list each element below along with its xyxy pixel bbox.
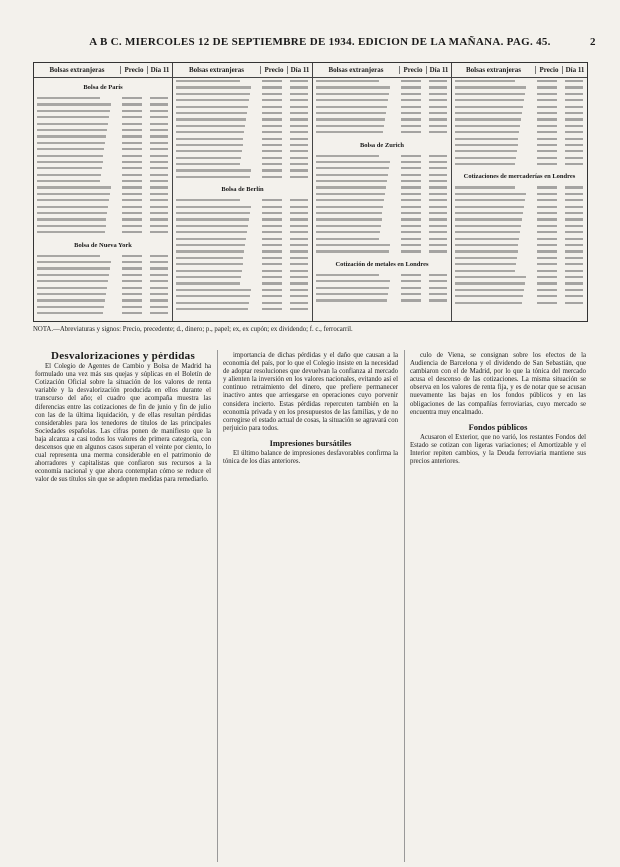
quote-row (313, 248, 451, 254)
article-center (223, 352, 398, 857)
column-header (313, 63, 451, 78)
article-subtitle: Fondos públicos (468, 421, 528, 432)
header-day: Día 11 (287, 66, 312, 74)
header-day: Día 11 (562, 66, 587, 74)
quote-rows (313, 272, 451, 304)
market-column-1 (34, 63, 173, 321)
section-title: Bolsa de Berlín (221, 186, 264, 194)
page-number: 2 (590, 36, 596, 48)
column-header (173, 63, 312, 78)
quote-rows (173, 78, 312, 180)
quote-row (452, 161, 587, 167)
quote-row (173, 174, 312, 180)
quote-row (34, 310, 172, 316)
header-price: Precio (120, 66, 147, 74)
column-header (34, 63, 172, 78)
column-divider (404, 350, 405, 862)
quote-rows (452, 78, 587, 167)
quote-rows (313, 153, 451, 255)
section-title: Bolsa de Zurich (359, 141, 405, 149)
header-day: Día 11 (426, 66, 451, 74)
header-price: Precio (535, 66, 562, 74)
article-body: culo de Viena, se consignan sobre los efectos de la Audiencia de Barcelona y el dividendo de San Sebastián, que cambiaron con el de Madrid, por lo que la tónica del mercado acusa el descenso de las cotizaciones. La misma situación se observa en los valores de renta fija, y es de notar que se acusan nuevamente las bajas en los fondos públicos y en las obligaciones de las compañías ferroviarias, cuyo mercado se encuentra muy encalmado. (410, 352, 586, 416)
header-name: Bolsas extranjeras (188, 66, 245, 74)
header-name: Bolsas extranjeras (49, 66, 105, 74)
market-column-3 (313, 63, 452, 321)
article-left (35, 352, 211, 857)
header-price: Precio (260, 66, 287, 74)
header-name: Bolsas extranjeras (328, 66, 384, 74)
article-body: El Colegio de Agentes de Cambio y Bolsa de Madrid ha formulado una vez más sus quejas y súplicas en el Boletín de Cotización Oficial sobre la situación de los valores de renta variable y la desvalorización producida en ellos durante el transcurso del año; el cuadro que acompaña muestra las diferencias entre las cotizaciones de fin de junio y fin de julio con las de la última liquidación, y de ellas resultan pérdidas considerables para los tenedores de títulos de las principales Sociedades españolas. Las cifras ponen de manifiesto que la baja alcanza a casi todos los valores de primera categoría, con descensos que en algunos casos superan el veinte por ciento, lo cual representa una merma considerable en el patrimonio de ahorradores y capitalistas que confiaron sus recursos a la economía nacional y que ahora contemplan cómo se reduce el valor de sus títulos sin que se adopten medidas para remediarlo. (35, 363, 211, 484)
article-right (410, 352, 586, 857)
running-head: A B C. MIERCOLES 12 DE SEPTIEMBRE DE 1934. EDICION DE LA MAÑANA. PAG. 45. (89, 36, 551, 48)
market-column-4 (452, 63, 587, 321)
quote-rows (313, 78, 451, 136)
quote-row (173, 306, 312, 312)
article-body-2: El último balance de impresiones desfavorables confirma la tónica de los días anteriores. (223, 450, 398, 466)
quote-row (313, 129, 451, 135)
market-column-2 (173, 63, 313, 321)
quote-rows (452, 184, 587, 305)
section-title: Cotizaciones de mercaderías en Londres (463, 173, 576, 181)
quote-rows (173, 197, 312, 312)
foreign-exchanges-table (33, 62, 588, 322)
article-subtitle: Impresiones bursátiles (269, 437, 352, 448)
column-divider (217, 350, 218, 862)
article-body-2: Acusaron el Exterior, que no varió, los restantes Fondos del Estado se cotizan con ligeras variaciones; el Amortizable y el Interior repiten cambios, y la Deuda ferroviaria mantiene sus precios anteriores. (410, 433, 586, 466)
column-header (452, 63, 587, 78)
quote-rows (34, 95, 172, 236)
quote-row (452, 300, 587, 306)
header-day: Día 11 (147, 66, 172, 74)
article-body: importancia de dichas pérdidas y el daño que causan a la economía del país, por lo que el Colegio insiste en la necesidad de adoptar resoluciones que devuelvan la confianza al mercado y alienten la inversión en los valores nacionales, evitando así el continuo retraimiento del dinero, que prefiere permanecer inactivo antes que arriesgarse en operaciones cuyo porvenir considera incierto. Estas pérdidas repercuten también en la economía privada y en los presupuestos de las familias, y de no corregirse el estado actual de cosas, la situación se agravará con perjuicio para todos. (223, 352, 398, 432)
section-title: Cotización de metales en Londres (335, 260, 429, 268)
article-title: Desvalorizaciones y pérdidas (50, 352, 196, 362)
section-title: Bolsa de Nueva York (74, 241, 132, 249)
header-price: Precio (399, 66, 426, 74)
quote-row (313, 297, 451, 303)
header-name: Bolsas extranjeras (465, 66, 522, 74)
section-title: Bolsa de París (83, 84, 123, 91)
quote-row (34, 229, 172, 235)
abbreviations-note: NOTA.—Abreviaturas y signos: Precio, precedente; d., dinero; p., papel; ex, ex cupón; ex dividendo; f. c., ferrocarril. (33, 326, 353, 333)
quote-rows (34, 253, 172, 317)
